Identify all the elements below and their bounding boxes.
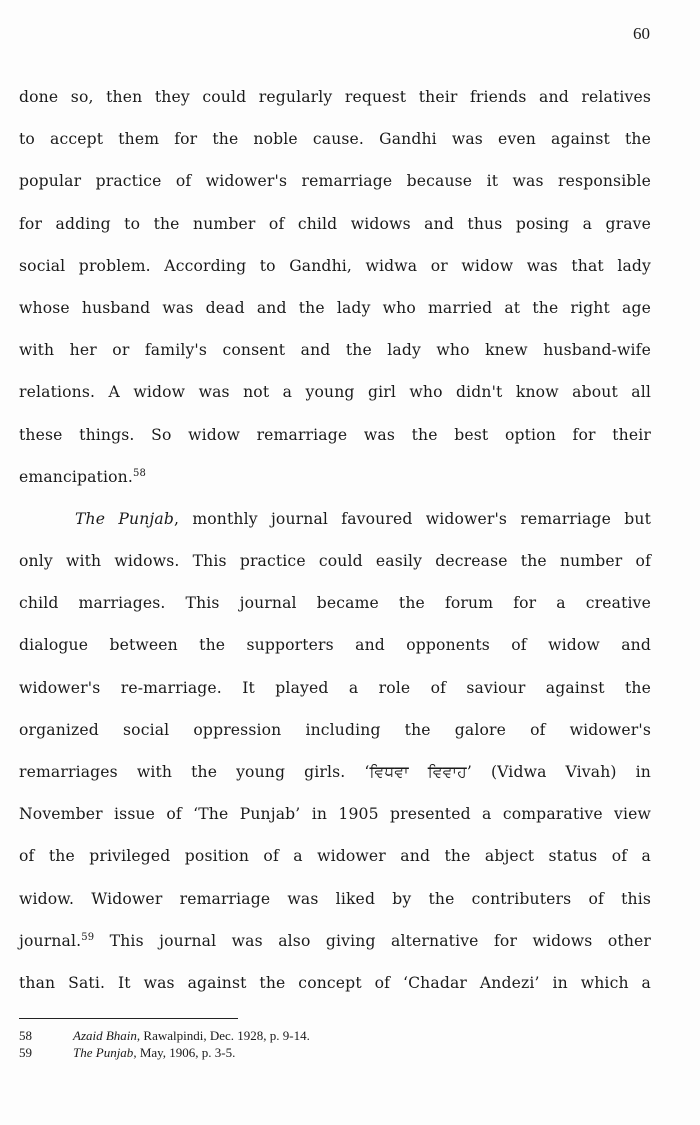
text-line: with her or family's consent and the lady who knew husband-wife: [19, 341, 651, 360]
body-text: [19, 84, 651, 1012]
text-line: dialogue between the supporters and opponents of widow and: [19, 636, 651, 655]
text-line: only with widows. This practice could easily decrease the number of: [19, 552, 651, 571]
text-line: whose husband was dead and the lady who married at the right age: [19, 298, 651, 317]
text-line: for adding to the number of child widows and thus posing a grave: [19, 214, 651, 233]
footnote-ref-59[interactable]: 59: [81, 931, 95, 943]
footnote-detail: , Rawalpindi, Dec. 1928, p. 9-14.: [136, 1028, 310, 1043]
footnote-detail: , May, 1906, p. 3-5.: [133, 1045, 236, 1060]
text-line: organized social oppression including the galore of widower's: [19, 720, 651, 739]
footnote-source-title: The Punjab: [73, 1045, 134, 1060]
text-line: relations. A widow was not a young girl who didn't know about all: [19, 383, 651, 402]
text-line: of the privileged position of a widower and the abject status of a: [19, 847, 651, 866]
footnote-ref-58[interactable]: 58: [132, 467, 146, 479]
footnote-source-title: Azaid Bhain: [73, 1028, 137, 1043]
paragraph-start-line: The Punjab, monthly journal favoured widower's remarriage but: [75, 509, 651, 528]
text-line: than Sati. It was against the concept of ‘Chadar Andezi’ in which a: [19, 973, 651, 992]
footnote-divider: [19, 1018, 238, 1019]
text-line: child marriages. This journal became the forum for a creative: [19, 594, 651, 613]
paragraph-end-line: emancipation.$^{58}$: [19, 467, 146, 486]
text-line-gurmukhi: remarriages with the young girls. ‘ਵਿਧਵਾ ਵਿਵਾਹ’ (Vidwa Vivah) in: [19, 763, 651, 781]
footnote-59: [19, 1045, 235, 1061]
text-line: done so, then they could regularly request their friends and relatives: [19, 88, 651, 106]
footnote-number: 59: [19, 1045, 32, 1060]
footnote-58: [19, 1028, 310, 1044]
text-line: widow. Widower remarriage was liked by the contributers of this: [19, 889, 651, 908]
page-number: 60: [633, 24, 650, 43]
text-line: social problem. According to Gandhi, widwa or widow was that lady: [19, 256, 651, 275]
text-line: widower's re-marriage. It played a role of saviour against the: [19, 678, 651, 697]
text-line: November issue of ‘The Punjab’ in 1905 presented a comparative view: [19, 805, 651, 824]
journal-title: The Punjab: [75, 509, 174, 528]
text-line: popular practice of widower's remarriage because it was responsible: [19, 172, 651, 191]
text-line: these things. So widow remarriage was the best option for their: [19, 425, 651, 444]
text-line: to accept them for the noble cause. Gandhi was even against the: [19, 130, 651, 149]
text-line: journal.$^{59}$ This journal was also giving alternative for widows other: [19, 931, 651, 950]
footnote-number: 58: [19, 1028, 32, 1043]
